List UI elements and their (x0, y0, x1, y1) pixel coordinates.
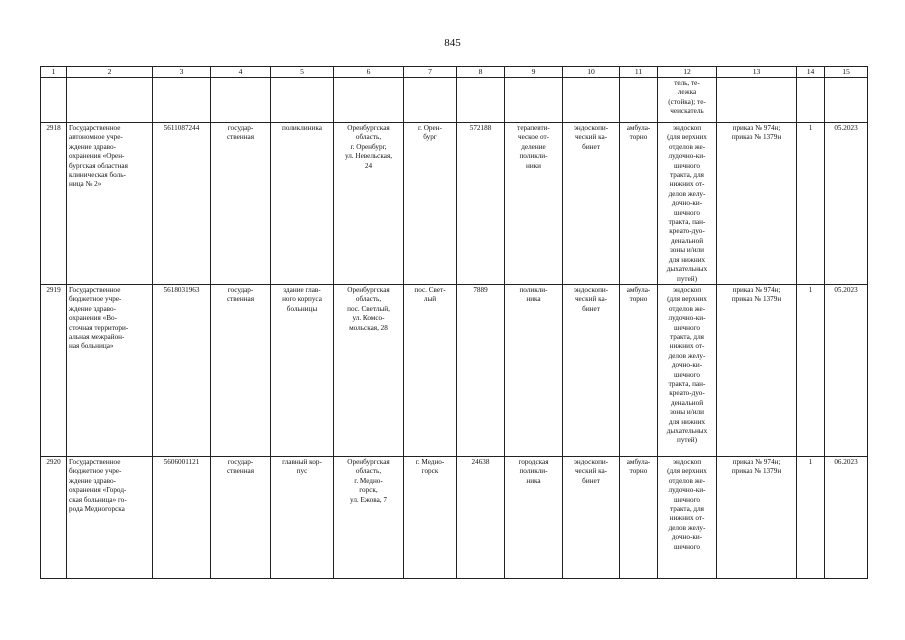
room-cell: эндоскопи- ческий ка- бинет (563, 456, 620, 578)
ownership-cell: государ- ственная (211, 123, 271, 285)
organization-cell: Государственное бюджетное учре- ждение здраво- охранения «Город- ская больница» го- рода Медногорска (67, 456, 153, 578)
building-cell: здание глав- ного корпуса больницы (271, 284, 334, 456)
locality-cell: г. Медно- горск (404, 456, 457, 578)
equipment-cell: эндоскоп (для верхних отделов же- лудочно-ки- шечного тракта, для нижних от- делов желу- дочно-ки- шечного тракта, пан- креато-дуо- денальной зоны и/или для нижних дыхательных путей) (658, 123, 717, 285)
room-cell: эндоскопи- ческий ка- бинет (563, 284, 620, 456)
care-type-cell: амбула- торно (620, 284, 658, 456)
division-cell: городская поликли- ника (505, 456, 563, 578)
count-cell: 1 (797, 284, 825, 456)
locality-cell: г. Орен- бург (404, 123, 457, 285)
column-number: 15 (825, 67, 868, 78)
equipment-cell: эндоскоп (для верхних отделов же- лудочно-ки- шечного тракта, для нижних от- делов желу- дочно-ки- шечного тракта, пан- креато-дуо- денальной зоны и/или для нижних дыхательных путей) (658, 284, 717, 456)
column-number: 12 (658, 67, 717, 78)
address-cell: Оренбургская область, г. Оренбург, ул. Невельская, 24 (334, 123, 404, 285)
row-number-cell: 2920 (41, 456, 67, 578)
row-number-cell: 2918 (41, 123, 67, 285)
organization-cell: Государственное автономное учре- ждение здраво- охранения «Орен- бургская областная клиническая боль- ница № 2» (67, 123, 153, 285)
division-cell: терапевти- ческое от- деление поликли- ники (505, 123, 563, 285)
column-number-row (41, 67, 868, 78)
locality-cell: пос. Свет- лый (404, 284, 457, 456)
address-cell: Оренбургская область, пос. Светлый, ул. Комсо- мольская, 28 (334, 284, 404, 456)
registry-table (40, 66, 868, 579)
table-row (41, 456, 868, 578)
column-number: 10 (563, 67, 620, 78)
column-number: 7 (404, 67, 457, 78)
column-number: 1 (41, 67, 67, 78)
building-cell: поликлиника (271, 123, 334, 285)
table-row (41, 123, 868, 285)
order-cell: приказ № 974н; приказ № 1379н (717, 456, 797, 578)
care-type-cell: амбула- торно (620, 456, 658, 578)
column-number: 9 (505, 67, 563, 78)
ownership-cell: государ- ственная (211, 456, 271, 578)
column-number: 14 (797, 67, 825, 78)
care-type-cell: амбула- торно (620, 123, 658, 285)
room-cell: эндоскопи- ческий ка- бинет (563, 123, 620, 285)
count-cell: 1 (797, 456, 825, 578)
ownership-cell: государ- ственная (211, 284, 271, 456)
date-cell: 06.2023 (825, 456, 868, 578)
equipment-cell: тель, те- лежка (стойка); те- чеискатель (658, 78, 717, 123)
continuation-row (41, 78, 868, 123)
order-cell: приказ № 974н; приказ № 1379н (717, 123, 797, 285)
organization-cell: Государственное бюджетное учре- ждение здраво- охранения «Во- сточная территори- альная межрайон- ная больница» (67, 284, 153, 456)
column-number: 13 (717, 67, 797, 78)
column-number: 11 (620, 67, 658, 78)
count-cell: 1 (797, 123, 825, 285)
page-number: 845 (444, 37, 461, 49)
column-number: 2 (67, 67, 153, 78)
population-cell: 572188 (457, 123, 505, 285)
address-cell: Оренбургская область, г. Медно- горск, ул. Ежова, 7 (334, 456, 404, 578)
equipment-cell: эндоскоп (для верхних отделов же- лудочно-ки- шечного тракта, для нижних от- делов желу- дочно-ки- шечного (658, 456, 717, 578)
column-number: 8 (457, 67, 505, 78)
row-number-cell: 2919 (41, 284, 67, 456)
division-cell: поликли- ника (505, 284, 563, 456)
inn-cell: 5611087244 (153, 123, 211, 285)
date-cell: 05.2023 (825, 284, 868, 456)
inn-cell: 5618031963 (153, 284, 211, 456)
column-number: 3 (153, 67, 211, 78)
column-number: 5 (271, 67, 334, 78)
population-cell: 7889 (457, 284, 505, 456)
inn-cell: 5606001121 (153, 456, 211, 578)
table-row (41, 284, 868, 456)
population-cell: 24638 (457, 456, 505, 578)
column-number: 4 (211, 67, 271, 78)
date-cell: 05.2023 (825, 123, 868, 285)
column-number: 6 (334, 67, 404, 78)
building-cell: главный кор- пус (271, 456, 334, 578)
order-cell: приказ № 974н; приказ № 1379н (717, 284, 797, 456)
